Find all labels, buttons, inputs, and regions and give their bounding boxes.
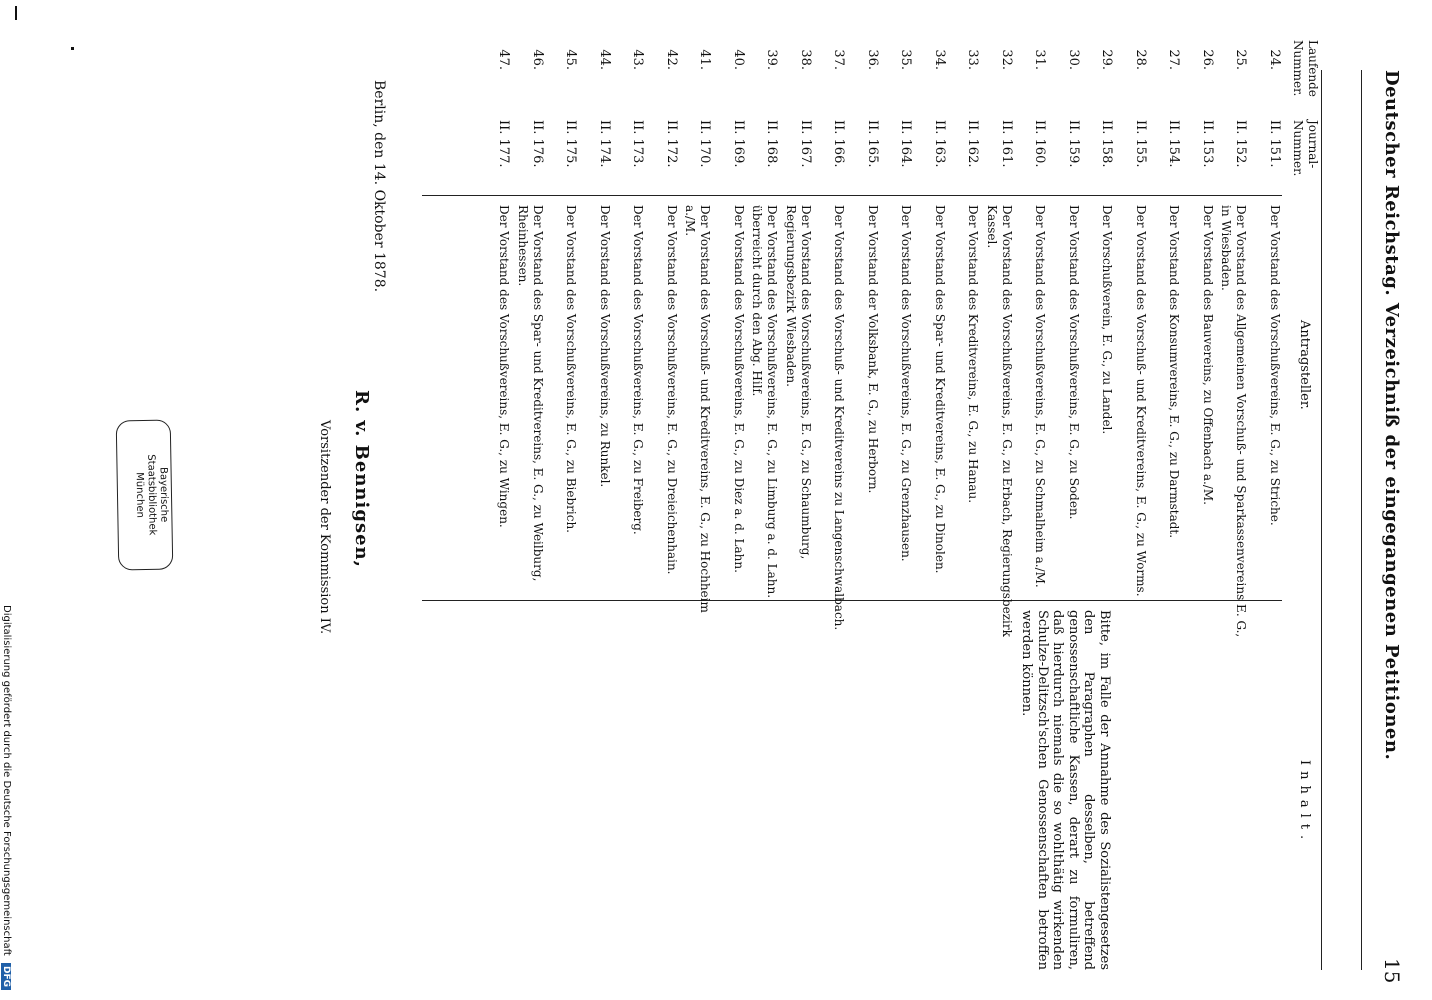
row-laufende-nummer: 24. [1267,49,1282,70]
row-antragsteller: Der Vorstand des Vorschußvereins, E. G., zu Freiberg. [631,205,646,535]
row-journal-nummer: II. 153. [1200,120,1215,168]
row-antragsteller: Der Vorstand des Vorschuß- und Kreditvereins, E. G., zu Hochheim a./M. [683,205,713,613]
row-journal-nummer: II. 154. [1166,120,1182,168]
row-journal-nummer: II. 176. [530,120,545,168]
row-antragsteller: Der Vorstand des Vorschußvereins, E. G., zu Dreieichenhain. [665,205,679,575]
row-antragsteller: Der Vorstand des Kreditvereins, E. G., zu Hanau. [966,205,981,504]
row-laufende-nummer: 26. [1200,49,1215,70]
column-header-antragsteller: Antragsteller. [1297,320,1312,410]
row-journal-nummer: II. 167. [798,120,813,168]
row-laufende-nummer: 30. [1066,49,1081,70]
row-journal-nummer: II. 152. [1233,120,1249,168]
row-antragsteller: Der Vorstand des Bauvereins, zu Offenbach a./M. [1201,205,1215,505]
row-journal-nummer: II. 160. [1032,120,1048,168]
row-laufende-nummer: 46. [530,49,545,70]
column-header-inhalt: Inhalt. [1297,760,1312,846]
row-antragsteller: Der Vorstand des Vorschußvereins, E. G., zu Schmalheim a./M. [1033,205,1048,588]
header-rule [1361,70,1362,970]
column-header-journal-nummer: Journal-Nummer. [1291,120,1320,177]
row-journal-nummer: II. 172. [664,120,679,168]
row-laufende-nummer: 36. [865,49,880,70]
row-laufende-nummer: 40. [731,49,746,70]
row-laufende-nummer: 34. [932,49,947,70]
row-laufende-nummer: 32. [999,49,1014,70]
row-journal-nummer: II. 169. [731,120,746,168]
row-laufende-nummer: 35. [898,49,914,70]
row-antragsteller: Der Vorstand des Vorschußvereins, E. G., zu Grenzhausen. [899,205,914,562]
row-journal-nummer: II. 170. [697,120,713,168]
digitization-text: Digitalisierung gefördert durch die Deutsche Forschungsgemeinschaft [1,605,12,956]
page-number: 15 [1380,958,1404,984]
row-journal-nummer: II. 163. [932,120,947,168]
row-journal-nummer: II. 177. [496,120,512,168]
library-stamp [116,420,174,571]
row-antragsteller: Der Vorstand des Konsumvereins, E. G., zu Darmstadt. [1167,205,1182,539]
row-laufende-nummer: 27. [1166,49,1182,70]
row-laufende-nummer: 44. [597,49,612,70]
dfg-logo: DFG [1,963,11,990]
digitization-note [1,605,12,990]
row-journal-nummer: II. 166. [831,120,847,168]
row-laufende-nummer: 47. [496,49,512,70]
stamp-line: München [133,472,146,518]
row-laufende-nummer: 37. [831,49,847,70]
row-laufende-nummer: 29. [1099,49,1115,70]
column-divider [422,195,1282,196]
petition-content: Bitte, im Falle der Annahme des Sozialistengesetzes den Paragraphen desselben, betreffend genossenschaftliche Kassen, derart zu formuliren, daß hierdurch niemals die so wohlthätig wirkenden Schulze-Delitzsch'schen Genossenschaften betroffen werden können. [1019,610,1112,970]
signer-role: Vorsitzender der Kommission IV. [317,420,332,635]
row-antragsteller: Der Vorstand des Vorschußvereins, E. G., zu Soden. [1067,205,1081,520]
row-journal-nummer: II. 158. [1099,120,1115,168]
page-header-title: Deutscher Reichstag. Verzeichniß der eingegangenen Petitionen. [1381,70,1402,761]
row-journal-nummer: II. 164. [898,120,914,168]
row-journal-nummer: II. 168. [764,120,780,168]
row-antragsteller: Der Vorstand des Vorschußvereins, E. G., zu Biebrich. [564,205,579,533]
row-antragsteller: Der Vorstand des Allgemeinen Vorschuß- und Sparkassenvereins E. G., in Wiesbaden. [1219,205,1249,638]
row-antragsteller: Der Vorschußverein, E. G., zu Landel. [1100,205,1115,435]
row-laufende-nummer: 28. [1133,49,1148,70]
row-journal-nummer: II. 161. [999,120,1014,168]
row-antragsteller: Der Vorstand des Vorschußvereins, E. G., zu Schaumburg, Regierungsbezirk Wiesbaden. [784,205,813,560]
row-laufende-nummer: 38. [798,49,813,70]
row-laufende-nummer: 31. [1032,49,1048,70]
row-journal-nummer: II. 151. [1267,120,1282,168]
row-laufende-nummer: 42. [664,49,679,70]
signature-date: Berlin, den 14. Oktober 1878. [371,80,387,293]
row-antragsteller: Der Vorstand des Vorschußvereins, E. G., zu Limburg a. d. Lahn. überreicht durch den Abg. Hilf. [750,205,780,599]
row-journal-nummer: II. 162. [965,120,981,168]
stamp-line: Bayerische [157,466,170,523]
row-antragsteller: Der Vorstand des Vorschuß- und Kreditvereins, E. G., zu Worms. [1134,205,1148,597]
row-antragsteller: Der Vorstand des Spar- und Kreditvereins, E. G., zu Dinolen. [933,205,947,574]
row-antragsteller: Der Vorstand des Vorschußvereins, E. G., zu Erbach, Regierungsbezirk Kassel. [985,205,1014,637]
row-antragsteller: Der Vorstand des Vorschuß- und Kreditvereins zu Langenschwalbach. [832,205,847,631]
row-journal-nummer: II. 173. [630,120,646,168]
column-divider [422,600,1282,601]
row-journal-nummer: II. 155. [1133,120,1148,168]
row-laufende-nummer: 25. [1233,49,1249,70]
stamp-line: Staatsbibliothek [145,454,158,536]
scan-mark [71,47,74,50]
row-antragsteller: Der Vorstand des Vorschußvereins, zu Runkel. [598,205,612,488]
row-journal-nummer: II. 165. [865,120,880,168]
signer-name: R. v. Bennigsen, [351,390,372,568]
row-journal-nummer: II. 174. [597,120,612,168]
scan-mark [15,6,17,20]
row-journal-nummer: II. 159. [1066,120,1081,168]
row-antragsteller: Der Vorstand des Vorschußvereins, E. G., zu Diez a. d. Lahn. [732,205,746,573]
row-antragsteller: Der Vorstand der Volksbank, E. G., zu Herborn. [866,205,880,494]
row-laufende-nummer: 39. [764,49,780,70]
row-journal-nummer: II. 175. [563,120,579,168]
column-header-lfd-nummer: Laufende Nummer. [1291,40,1320,97]
row-antragsteller: Der Vorstand des Vorschußvereins, E. G., zu Striche. [1268,205,1282,526]
column-header-rule [1321,70,1322,970]
row-laufende-nummer: 43. [630,49,646,70]
row-antragsteller: Der Vorstand des Vorschußvereins, E. G., zu Wingen. [497,205,512,528]
row-laufende-nummer: 41. [697,49,713,70]
row-antragsteller: Der Vorstand des Spar- und Kreditvereins, E. G., zu Weilburg, Rheinhessen. [516,205,545,582]
row-laufende-nummer: 33. [965,49,981,70]
row-laufende-nummer: 45. [563,49,579,70]
